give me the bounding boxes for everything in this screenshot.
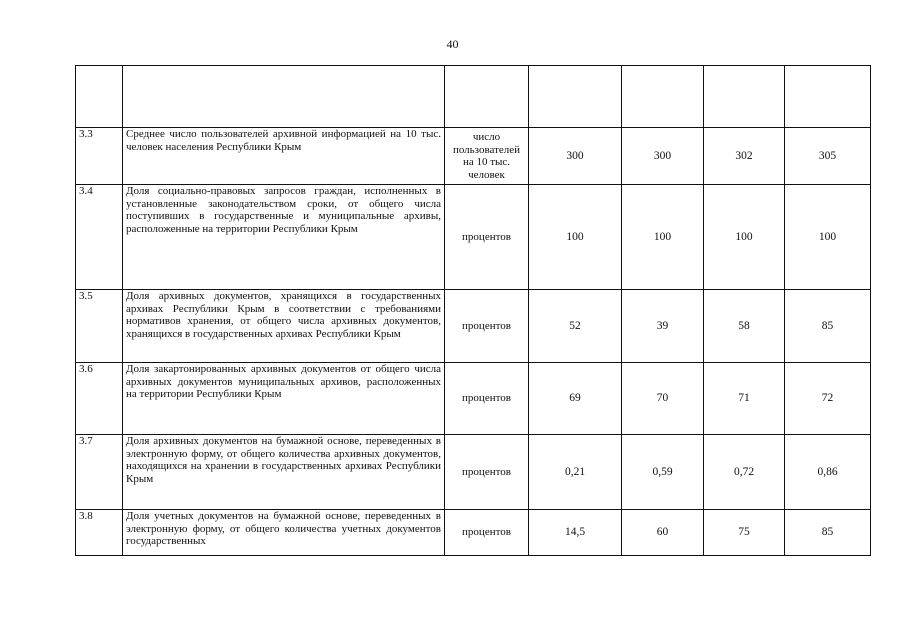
- row-number: 3.3: [76, 128, 123, 185]
- table-row: [76, 128, 871, 185]
- indicator-value: 60: [622, 510, 704, 556]
- indicator-value: 0,59: [622, 435, 704, 510]
- indicator-value: 72: [785, 363, 871, 435]
- indicator-value: 100: [622, 185, 704, 290]
- table-row: [76, 290, 871, 363]
- indicator-value: 70: [622, 363, 704, 435]
- header-cell-empty: [529, 66, 622, 128]
- table-row: [76, 435, 871, 510]
- indicator-value: 300: [529, 128, 622, 185]
- row-number: 3.4: [76, 185, 123, 290]
- indicator-value: 0,21: [529, 435, 622, 510]
- header-cell-empty: [622, 66, 704, 128]
- indicator-value: 75: [704, 510, 785, 556]
- row-number: 3.5: [76, 290, 123, 363]
- row-number: 3.7: [76, 435, 123, 510]
- indicator-description: Доля учетных документов на бумажной основе, переведенных в электронную форму, от общего количества учетных документов государственных: [123, 510, 445, 556]
- indicator-value: 52: [529, 290, 622, 363]
- indicator-value: 300: [622, 128, 704, 185]
- indicator-value: 14,5: [529, 510, 622, 556]
- indicator-description: Доля архивных документов на бумажной основе, переведенных в электронную форму, от общего количества архивных документов, находящихся на хранении в государственных архивах Республики Крым: [123, 435, 445, 510]
- table-row: [76, 510, 871, 556]
- table-header-row: [76, 66, 871, 128]
- indicator-value: 0,72: [704, 435, 785, 510]
- unit-of-measure: процентов: [445, 510, 529, 556]
- indicator-value: 58: [704, 290, 785, 363]
- page-number: 40: [446, 37, 459, 51]
- header-cell-empty: [785, 66, 871, 128]
- indicator-description: Доля архивных документов, хранящихся в государственных архивах Республики Крым в соответствии с требованиями нормативов хранения, от общего числа архивных документов, хранящихся в государственных архивах Республики Крым: [123, 290, 445, 363]
- header-cell-empty: [76, 66, 123, 128]
- indicator-value: 100: [529, 185, 622, 290]
- indicator-value: 85: [785, 510, 871, 556]
- indicator-value: 69: [529, 363, 622, 435]
- indicator-description: Доля социально-правовых запросов граждан, исполненных в установленные законодательством сроки, от общего числа поступивших в государственные и муниципальные архивы, расположенные на территории Республики Крым: [123, 185, 445, 290]
- header-cell-empty: [123, 66, 445, 128]
- indicator-value: 0,86: [785, 435, 871, 510]
- indicator-value: 71: [704, 363, 785, 435]
- indicator-value: 305: [785, 128, 871, 185]
- indicator-value: 39: [622, 290, 704, 363]
- indicator-value: 302: [704, 128, 785, 185]
- header-cell-empty: [445, 66, 529, 128]
- indicator-value: 100: [785, 185, 871, 290]
- indicator-description: Доля закартонированных архивных документов от общего числа архивных документов муниципальных архивов, расположенных на территории Республики Крым: [123, 363, 445, 435]
- unit-of-measure: число пользователей на 10 тыс. человек: [445, 128, 529, 185]
- unit-of-measure: процентов: [445, 290, 529, 363]
- row-number: 3.6: [76, 363, 123, 435]
- indicator-value: 100: [704, 185, 785, 290]
- unit-of-measure: процентов: [445, 185, 529, 290]
- indicator-description: Среднее число пользователей архивной информацией на 10 тыс. человек населения Республики Крым: [123, 128, 445, 185]
- indicators-table: [75, 65, 871, 556]
- row-number: 3.8: [76, 510, 123, 556]
- header-cell-empty: [704, 66, 785, 128]
- unit-of-measure: процентов: [445, 363, 529, 435]
- indicator-value: 85: [785, 290, 871, 363]
- table-row: [76, 185, 871, 290]
- table-row: [76, 363, 871, 435]
- unit-of-measure: процентов: [445, 435, 529, 510]
